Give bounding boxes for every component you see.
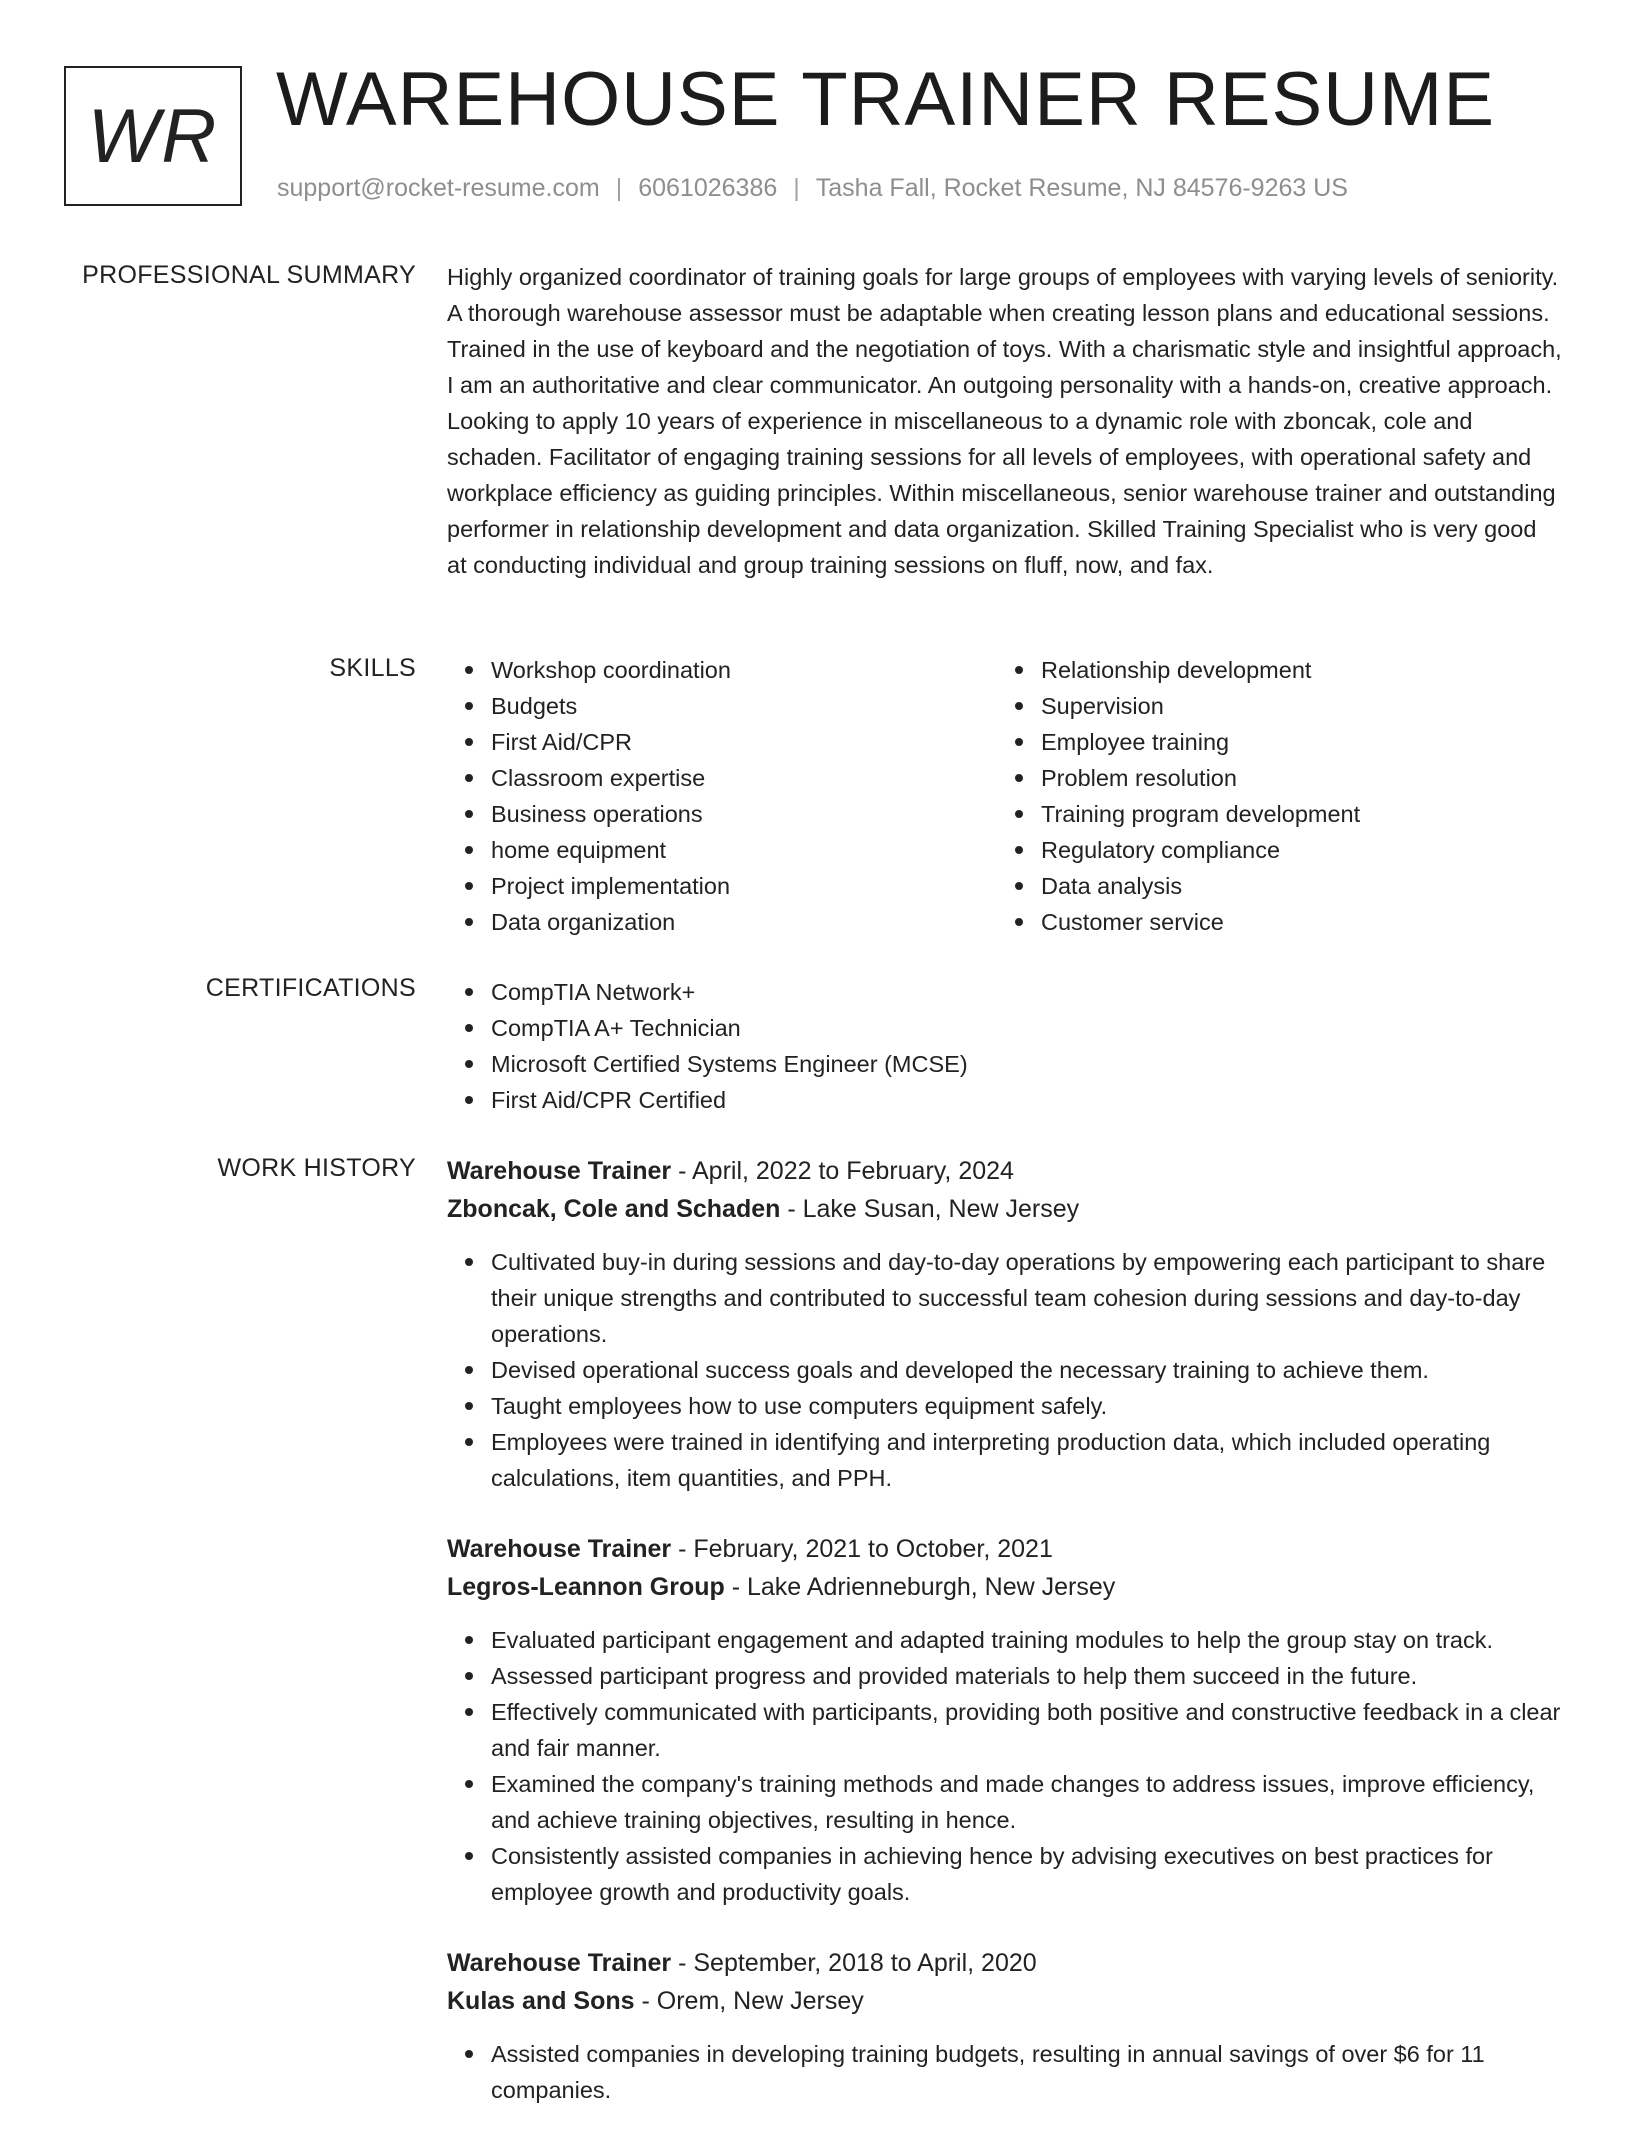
resume-title: WAREHOUSE TRAINER RESUME [276,57,1496,142]
job-entry [447,1530,1562,1910]
skills-column-right [997,652,1547,940]
job-entry [447,1944,1562,2108]
job-bullet: Devised operational success goals and developed the necessary training to achieve them. [491,1352,1562,1388]
job-company: Kulas and Sons [447,1987,635,2015]
job-bullet: Assisted companies in developing training budgets, resulting in annual savings of over $6 for 11 companies. [491,2036,1562,2108]
certification-item: Microsoft Certified Systems Engineer (MCSE) [491,1046,1562,1082]
job-company-line [447,1190,1562,1228]
contact-email[interactable]: support@rocket-resume.com [277,174,600,202]
job-location: - Lake Adrienneburgh, New Jersey [724,1573,1116,1601]
job-title: Warehouse Trainer [447,1157,672,1185]
job-bullet: Taught employees how to use computers equipment safely. [491,1388,1562,1424]
job-location: - Lake Susan, New Jersey [780,1195,1080,1223]
certifications-body [447,974,1562,1118]
skill-item: Relationship development [1041,652,1547,688]
job-company-line [447,1982,1562,2020]
skill-item: Workshop coordination [491,652,997,688]
skill-item: Data analysis [1041,868,1547,904]
job-company: Zboncak, Cole and Schaden [447,1195,781,1223]
contact-separator: | [793,174,800,202]
summary-body [447,259,1562,583]
contact-line [277,174,1348,203]
skill-item: Classroom expertise [491,760,997,796]
contact-separator: | [615,174,623,202]
job-company-line [447,1568,1562,1606]
skill-item: Budgets [491,688,997,724]
skill-item: Problem resolution [1041,760,1547,796]
job-dates: - April, 2022 to February, 2024 [671,1157,1014,1185]
skill-item: Employee training [1041,724,1547,760]
certification-item: First Aid/CPR Certified [491,1082,1562,1118]
skill-item: Training program development [1041,796,1547,832]
job-bullet: Examined the company's training methods and made changes to address issues, improve efficiency, and achieve training objectives, resulting in hence. [491,1766,1562,1838]
job-title-line [447,1530,1562,1568]
job-bullet: Consistently assisted companies in achieving hence by advising executives on best practices for employee growth and productivity goals. [491,1838,1562,1910]
skill-item: Supervision [1041,688,1547,724]
skill-item: Business operations [491,796,997,832]
job-title-line [447,1944,1562,1982]
job-bullet: Assessed participant progress and provided materials to help them succeed in the future. [491,1658,1562,1694]
section-label-skills: SKILLS [329,654,416,682]
skill-item: Project implementation [491,868,997,904]
job-bullet: Cultivated buy-in during sessions and day-to-day operations by empowering each participant to share their unique strengths and contributed to successful team cohesion during sessions and day-to-day operations. [491,1244,1562,1352]
job-entry [447,1152,1562,1496]
skill-item: Customer service [1041,904,1547,940]
skill-item: Regulatory compliance [1041,832,1547,868]
job-title: Warehouse Trainer [447,1535,672,1563]
contact-address: Tasha Fall, Rocket Resume, NJ 84576-9263 US [815,174,1348,202]
monogram-logo: WR [64,66,242,206]
skill-item: home equipment [491,832,997,868]
job-title-line [447,1152,1562,1190]
contact-phone[interactable]: 6061026386 [638,174,778,202]
work-history-body [447,1152,1562,2142]
certification-item: CompTIA Network+ [491,974,1562,1010]
job-bullet: Evaluated participant engagement and adapted training modules to help the group stay on track. [491,1622,1562,1658]
skills-grid [447,652,1562,940]
skills-column-left [447,652,997,940]
section-label-summary: PROFESSIONAL SUMMARY [82,261,416,289]
job-dates: - February, 2021 to October, 2021 [671,1535,1053,1563]
job-company: Legros-Leannon Group [447,1573,725,1601]
job-bullet: Effectively communicated with participants, providing both positive and constructive feedback in a clear and fair manner. [491,1694,1562,1766]
section-label-certifications: CERTIFICATIONS [205,974,416,1002]
section-label-work-history: WORK HISTORY [217,1154,416,1182]
job-bullet: Employees were trained in identifying and interpreting production data, which included operating calculations, item quantities, and PPH. [491,1424,1562,1496]
certification-item: CompTIA A+ Technician [491,1010,1562,1046]
skill-item: Data organization [491,904,997,940]
job-dates: - September, 2018 to April, 2020 [671,1949,1037,1977]
skills-body [447,652,1562,940]
job-location: - Orem, New Jersey [634,1987,864,2015]
job-title: Warehouse Trainer [447,1949,672,1977]
summary-text: Highly organized coordinator of training goals for large groups of employees with varying levels of seniority. A thorough warehouse assessor must be adaptable when creating lesson plans and educational sessions. Trained in the use of keyboard and the negotiation of toys. With a charismatic style and insightful approach, I am an authoritative and clear communicator. An outgoing personality with a hands-on, creative approach. Looking to apply 10 years of experience in miscellaneous to a dynamic role with zboncak, cole and schaden. Facilitator of engaging training sessions for all levels of employees, with operational safety and workplace efficiency as guiding principles. Within miscellaneous, senior warehouse trainer and outstanding performer in relationship development and data organization. Skilled Training Specialist who is very good at conducting individual and group training sessions on fluff, now, and fax. [447,264,1562,578]
skill-item: First Aid/CPR [491,724,997,760]
